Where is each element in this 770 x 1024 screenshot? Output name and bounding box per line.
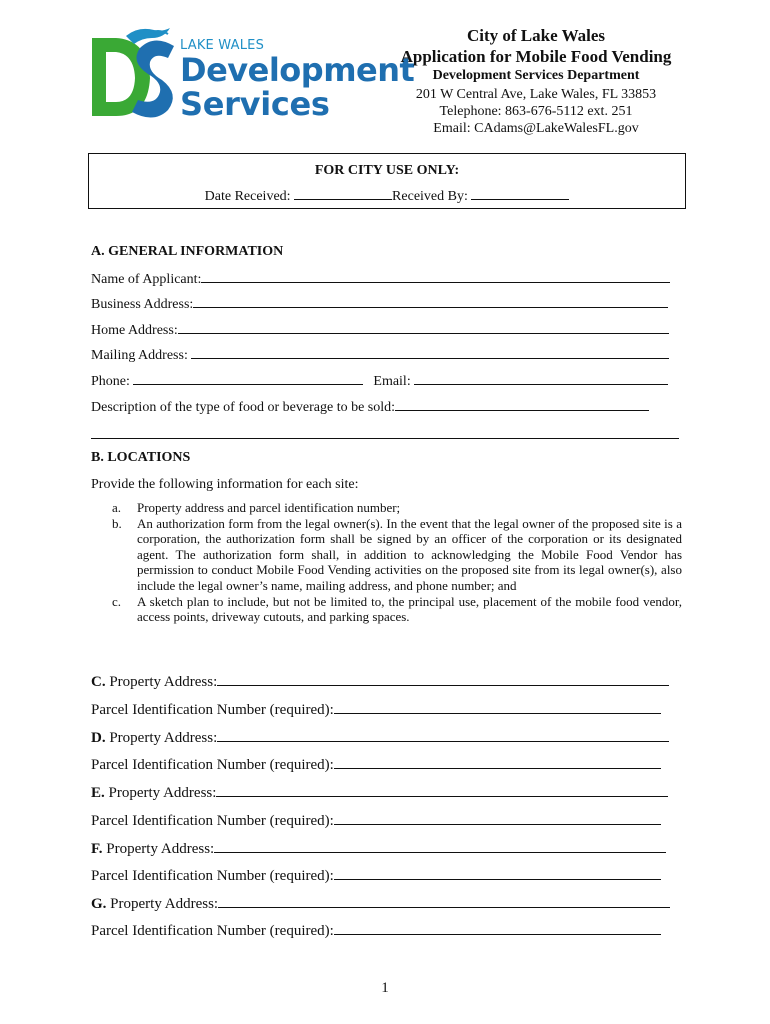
date-received-label: Date Received: bbox=[204, 189, 295, 204]
city-use-box bbox=[88, 153, 686, 209]
parcel-id-label: Parcel Identification Number (required): bbox=[91, 702, 334, 718]
phone-label: Phone: bbox=[91, 374, 134, 389]
email-label: Email: bbox=[373, 374, 415, 389]
home-address-field[interactable] bbox=[178, 321, 669, 334]
list-item: a. Property address and parcel identification number; bbox=[112, 500, 401, 515]
logo-word-services: Services bbox=[180, 85, 330, 123]
department-email: Email: CAdams@LakeWalesFL.gov bbox=[433, 121, 639, 136]
property-address-field[interactable] bbox=[217, 729, 669, 742]
list-item: c. A sketch plan to include, but not be limited to, the principal use, placement of the mobile food vendor, access points, driveway cutouts, and parking spaces. bbox=[112, 593, 682, 625]
parcel-id-label: Parcel Identification Number (required): bbox=[91, 868, 334, 884]
property-address-label: Property Address: bbox=[102, 841, 215, 857]
home-address-label: Home Address: bbox=[91, 323, 178, 338]
property-address-label: Property Address: bbox=[104, 785, 217, 801]
received-by-field[interactable] bbox=[471, 187, 569, 200]
form-title: Application for Mobile Food Vending bbox=[400, 47, 672, 66]
parcel-id-label: Parcel Identification Number (required): bbox=[91, 923, 334, 939]
logo-word-development: Development bbox=[180, 51, 415, 89]
department-telephone: Telephone: 863-676-5112 ext. 251 bbox=[439, 104, 633, 119]
property-address-field[interactable] bbox=[218, 895, 670, 908]
section-b-intro: Provide the following information for each site: bbox=[91, 477, 359, 492]
parcel-id-field[interactable] bbox=[334, 922, 661, 935]
department-name: Development Services Department bbox=[432, 68, 640, 83]
date-received-field[interactable] bbox=[294, 187, 392, 200]
parcel-id-field[interactable] bbox=[334, 701, 661, 714]
parcel-id-field[interactable] bbox=[334, 812, 661, 825]
city-use-title: FOR CITY USE ONLY: bbox=[314, 163, 460, 178]
parcel-id-label: Parcel Identification Number (required): bbox=[91, 757, 334, 773]
department-address: 201 W Central Ave, Lake Wales, FL 33853 bbox=[415, 87, 657, 102]
section-a-heading: A. GENERAL INFORMATION bbox=[91, 244, 284, 259]
received-by-label: Received By: bbox=[392, 189, 472, 204]
property-address-label: Property Address: bbox=[105, 674, 218, 690]
property-letter: F. bbox=[91, 841, 103, 857]
business-address-label: Business Address: bbox=[91, 297, 194, 312]
parcel-id-field[interactable] bbox=[334, 867, 661, 880]
applicant-name-field[interactable] bbox=[201, 270, 670, 283]
applicant-name-label: Name of Applicant: bbox=[91, 272, 202, 287]
section-b-heading: B. LOCATIONS bbox=[91, 450, 191, 465]
property-address-label: Property Address: bbox=[105, 730, 218, 746]
parcel-id-label: Parcel Identification Number (required): bbox=[91, 813, 334, 829]
requirements-list bbox=[112, 500, 682, 625]
city-title: City of Lake Wales bbox=[466, 26, 606, 45]
property-letter: D. bbox=[91, 730, 106, 746]
logo-small-text: LAKE WALES bbox=[180, 38, 265, 53]
food-description-continued-field[interactable] bbox=[91, 426, 679, 439]
page-number: 1 bbox=[381, 980, 389, 996]
list-item: b. An authorization form from the legal owner(s). In the event that the legal owner of the proposed site is a corporation, the authorization form shall be signed by an officer of the corporation or its designated agent. The authorization form shall, in addition to acknowledging the Mobile Food Vendor has permission to conduct Mobile Food Vending activities on the proposed site from its legal owner(s), also include the legal owner’s name, mailing address, and phone number; and bbox=[112, 515, 682, 593]
property-letter: G. bbox=[91, 896, 107, 912]
parcel-id-field[interactable] bbox=[334, 756, 661, 769]
phone-field[interactable] bbox=[133, 372, 363, 385]
property-address-label: Property Address: bbox=[106, 896, 219, 912]
mailing-address-label: Mailing Address: bbox=[91, 348, 192, 363]
property-letter: E. bbox=[91, 785, 105, 801]
food-description-field[interactable] bbox=[395, 398, 649, 411]
email-field[interactable] bbox=[414, 372, 668, 385]
property-address-field[interactable] bbox=[214, 840, 666, 853]
property-address-field[interactable] bbox=[216, 784, 668, 797]
property-address-field[interactable] bbox=[217, 673, 669, 686]
food-description-label: Description of the type of food or beverage to be sold: bbox=[91, 400, 396, 415]
business-address-field[interactable] bbox=[193, 295, 668, 308]
mailing-address-field[interactable] bbox=[191, 346, 669, 359]
property-letter: C. bbox=[91, 674, 106, 690]
city-use-fields bbox=[89, 187, 685, 205]
